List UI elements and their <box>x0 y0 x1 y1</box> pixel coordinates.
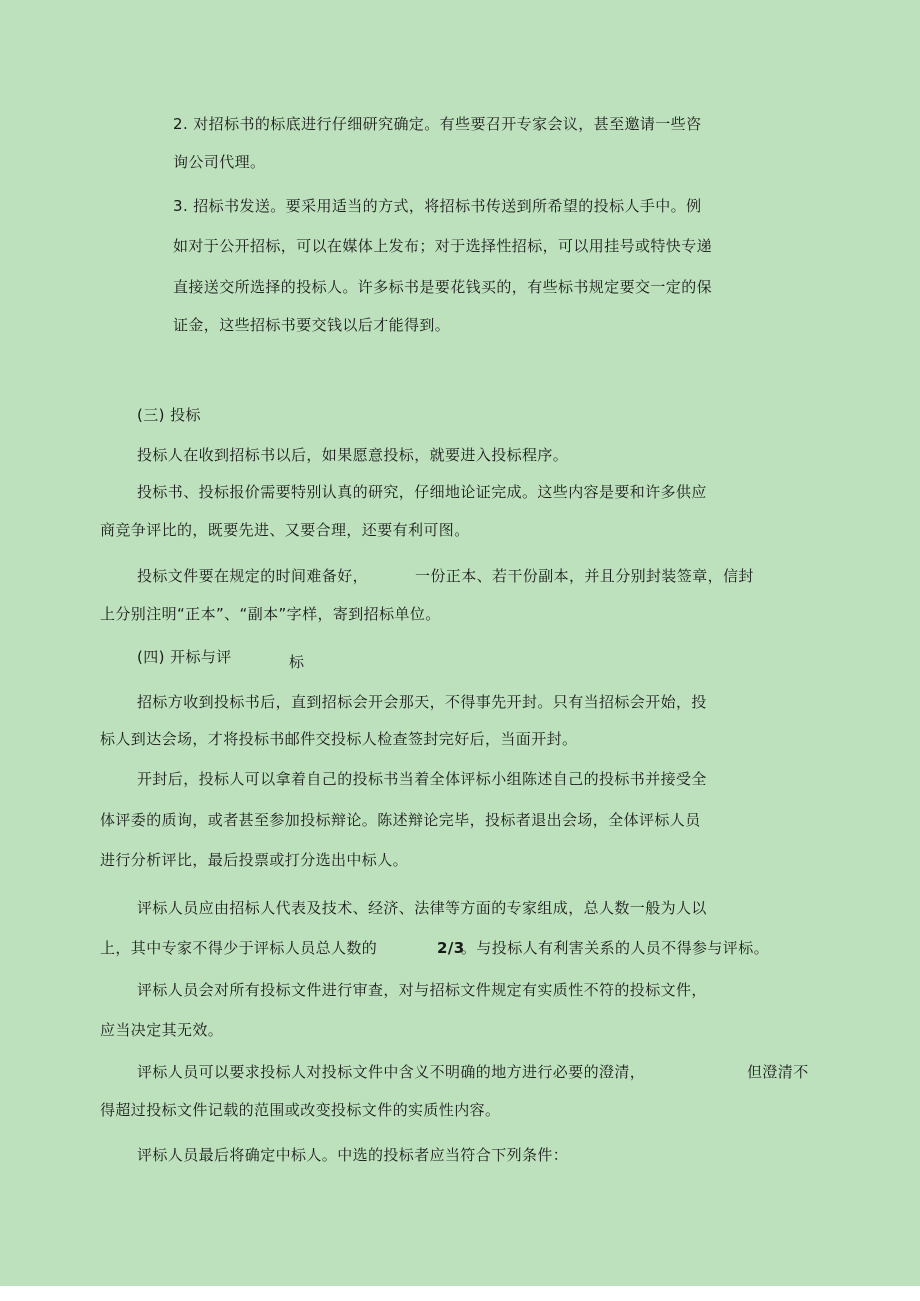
paragraph-line: 询公司代理。 <box>173 153 266 171</box>
paragraph-line: 一份正本、若干份副本，并且分别封装签章，信封 <box>415 567 754 585</box>
paragraph-line: 体评委的质询，或者甚至参加投标辩论。陈述辩论完毕，投标者退出会场，全体评标人员 <box>100 811 701 829</box>
paragraph-line: 证金，这些招标书要交钱以后才能得到。 <box>173 316 451 334</box>
paragraph-line: 商竞争评比的，既要先进、又要合理，还要有利可图。 <box>100 521 470 539</box>
paragraph-line: 得超过投标文件记载的范围或改变投标文件的实质性内容。 <box>100 1101 501 1119</box>
paragraph-line: 标人到达会场，才将投标书邮件交投标人检查签封完好后，当面开封。 <box>100 730 578 748</box>
paragraph-line: 招标方收到投标书后，直到招标会开会那天，不得事先开封。只有当招标会开始，投 <box>137 693 707 711</box>
section-heading: (四) 开标与评 <box>137 648 232 666</box>
paragraph-line: 。与投标人有利害关系的人员不得参与评标。 <box>461 939 770 957</box>
section-heading: 标 <box>289 653 305 671</box>
paragraph-line: 如对于公开招标，可以在媒体上发布；对于选择性招标，可以用挂号或特快专递 <box>173 237 713 255</box>
paragraph-line: 2. 对招标书的标底进行仔细研究确定。有些要召开专家会议，甚至邀请一些咨 <box>173 115 702 133</box>
section-heading: (三) 投标 <box>137 406 201 424</box>
paragraph-line: 进行分析评比，最后投票或打分选出中标人。 <box>100 851 409 869</box>
paragraph-line: 直接送交所选择的投标人。许多标书是要花钱买的，有些标书规定要交一定的保 <box>173 278 713 296</box>
paragraph-line: 评标人员最后将确定中标人。中选的投标者应当符合下列条件： <box>137 1146 569 1164</box>
paragraph-line: 投标书、投标报价需要特别认真的研究，仔细地论证完成。这些内容是要和许多供应 <box>137 483 707 501</box>
paragraph-line: 3. 招标书发送。要采用适当的方式，将招标书传送到所希望的投标人手中。例 <box>173 197 702 215</box>
paragraph-line: 上分别注明“正本”、“副本”字样，寄到招标单位。 <box>100 605 441 623</box>
paragraph-line: 投标文件要在规定的时间难备好， <box>137 567 369 585</box>
paragraph-line: 但澄清不 <box>747 1063 809 1081</box>
paragraph-line: 开封后，投标人可以拿着自己的投标书当着全体评标小组陈述自己的投标书并接受全 <box>137 770 707 788</box>
paragraph-line: 上，其中专家不得少于评标人员总人数的 <box>100 939 378 957</box>
paragraph-line: 投标人在收到招标书以后，如果愿意投标，就要进入投标程序。 <box>137 446 569 464</box>
paragraph-line: 评标人员可以要求投标人对投标文件中含义不明确的地方进行必要的澄清， <box>137 1063 646 1081</box>
paragraph-line: 评标人员会对所有投标文件进行审查，对与招标文件规定有实质性不符的投标文件， <box>137 981 707 999</box>
fraction-value: 2/3 <box>437 939 465 957</box>
paragraph-line: 评标人员应由招标人代表及技术、经济、法律等方面的专家组成，总人数一般为人以 <box>137 899 707 917</box>
paragraph-line: 应当决定其无效。 <box>100 1021 224 1039</box>
page-bottom-border <box>0 1286 920 1301</box>
